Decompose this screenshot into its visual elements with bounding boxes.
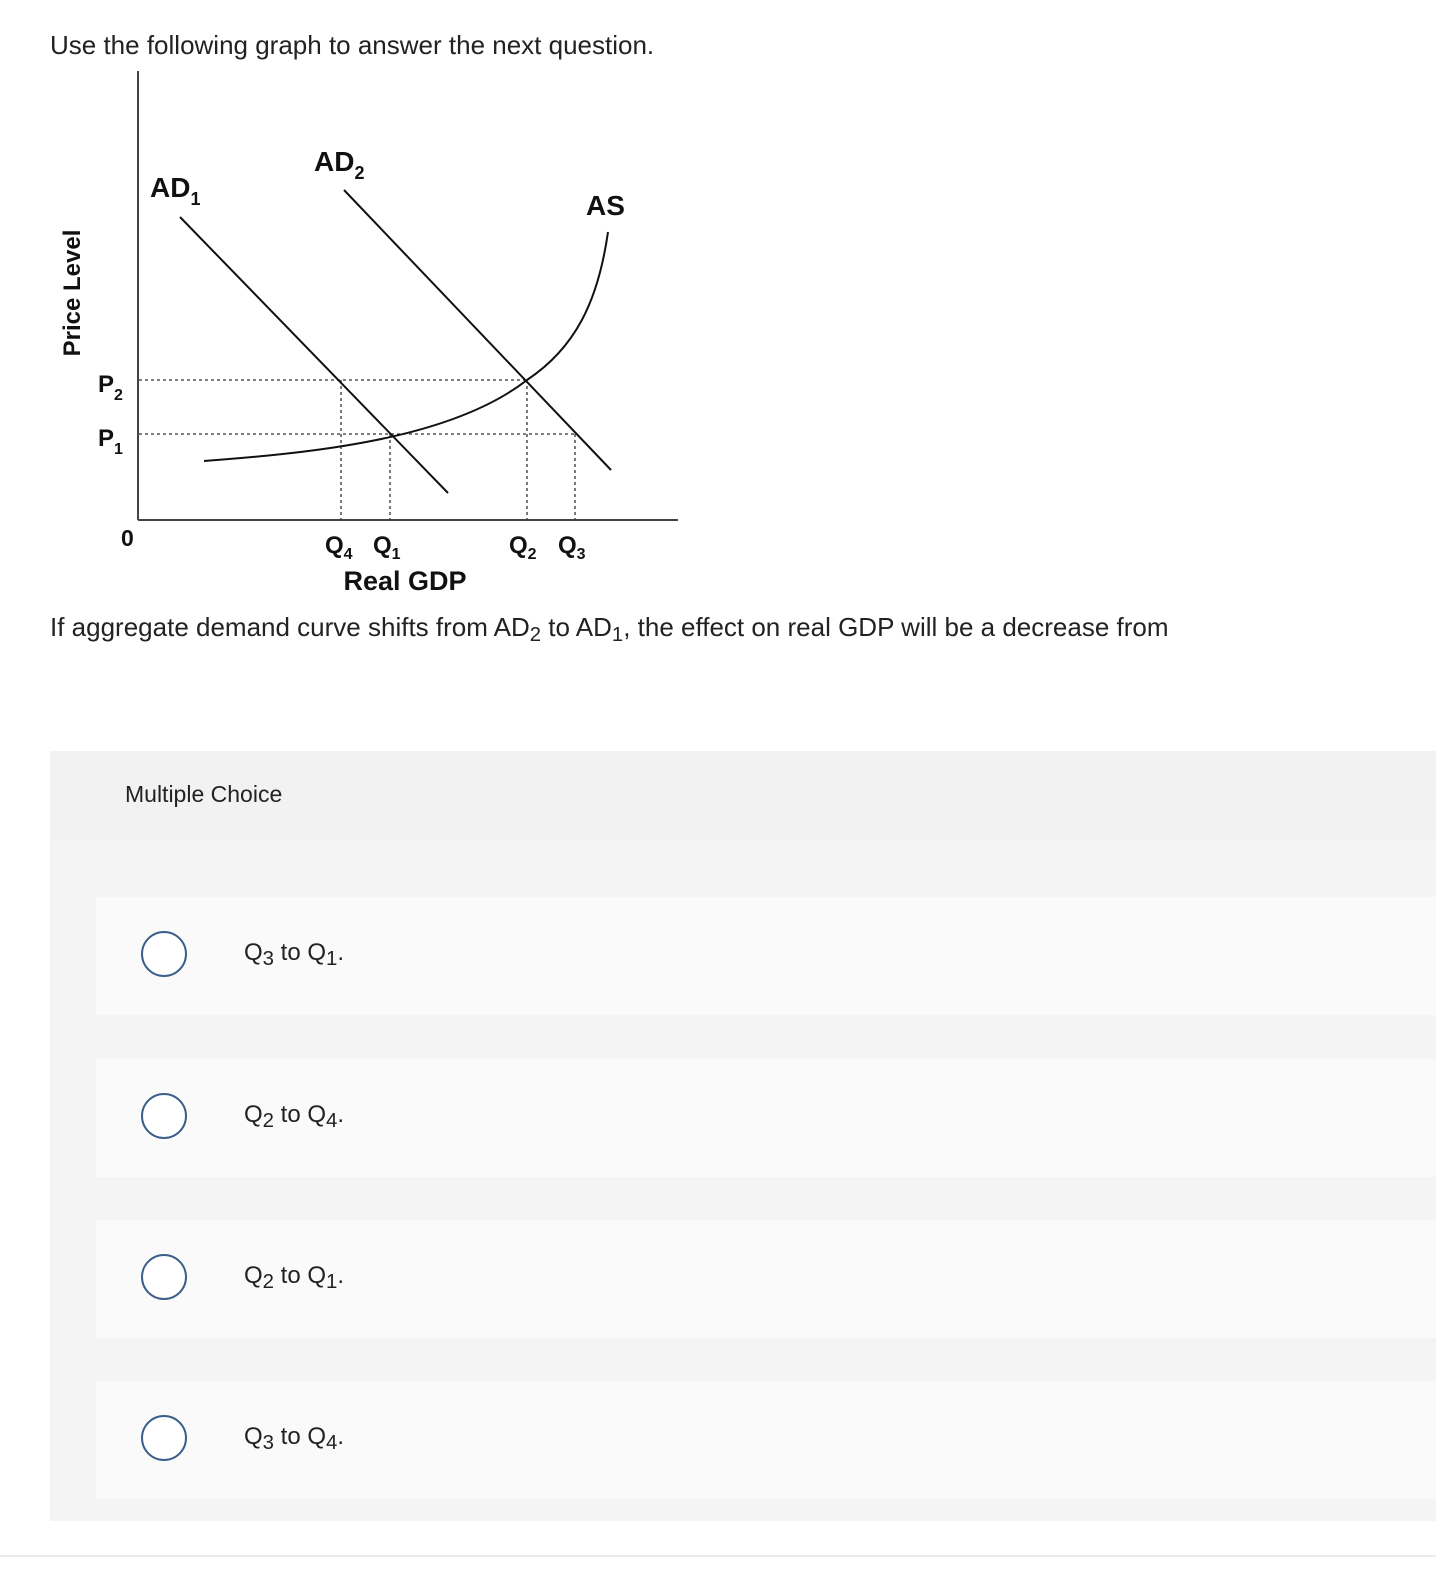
question-text: If aggregate demand curve shifts from $AD_2$ to $AD_1$, the effect on real GDP will be a decrease from xyxy=(50,612,1169,647)
y-axis-label: Price Level xyxy=(59,229,86,357)
multiple-choice-header: Multiple Choice xyxy=(125,781,283,807)
p1-label: $P_1$ xyxy=(98,425,123,458)
intro-text: Use the following graph to answer the next question. xyxy=(50,30,655,60)
as-ad-graph xyxy=(50,65,690,605)
option-3-label: $Q_2$ to $Q_1$. xyxy=(244,1262,345,1294)
q3-label: $Q_3$ xyxy=(558,532,586,563)
bottom-divider xyxy=(0,1555,1436,1557)
origin-label: 0 xyxy=(121,525,134,551)
x-axis-label: Real GDP xyxy=(343,566,467,596)
radio-button-1[interactable] xyxy=(141,931,187,977)
option-2[interactable] xyxy=(96,1059,1436,1177)
multiple-choice-panel xyxy=(50,751,1436,1521)
radio-button-4[interactable] xyxy=(141,1415,187,1461)
ad1-curve xyxy=(180,217,448,493)
ad2-label: $AD_2$ xyxy=(314,146,365,183)
option-1-label: $Q_3$ to $Q_1$. xyxy=(244,939,345,971)
as-label: AS xyxy=(586,190,625,221)
ad1-label: $AD_1$ xyxy=(150,172,201,209)
option-4[interactable] xyxy=(96,1381,1436,1499)
option-1[interactable] xyxy=(96,897,1436,1015)
q4-label: $Q_4$ xyxy=(325,532,353,563)
p2-label: $P_2$ xyxy=(98,371,123,404)
option-2-label: $Q_2$ to $Q_4$. xyxy=(244,1101,345,1133)
q1-label: $Q_1$ xyxy=(373,532,401,563)
option-4-label: $Q_3$ to $Q_4$. xyxy=(244,1423,345,1455)
radio-button-2[interactable] xyxy=(141,1093,187,1139)
option-3[interactable] xyxy=(96,1220,1436,1338)
options-container xyxy=(50,839,1436,1521)
as-curve xyxy=(204,232,608,461)
q2-label: $Q_2$ xyxy=(509,532,537,563)
radio-button-3[interactable] xyxy=(141,1254,187,1300)
